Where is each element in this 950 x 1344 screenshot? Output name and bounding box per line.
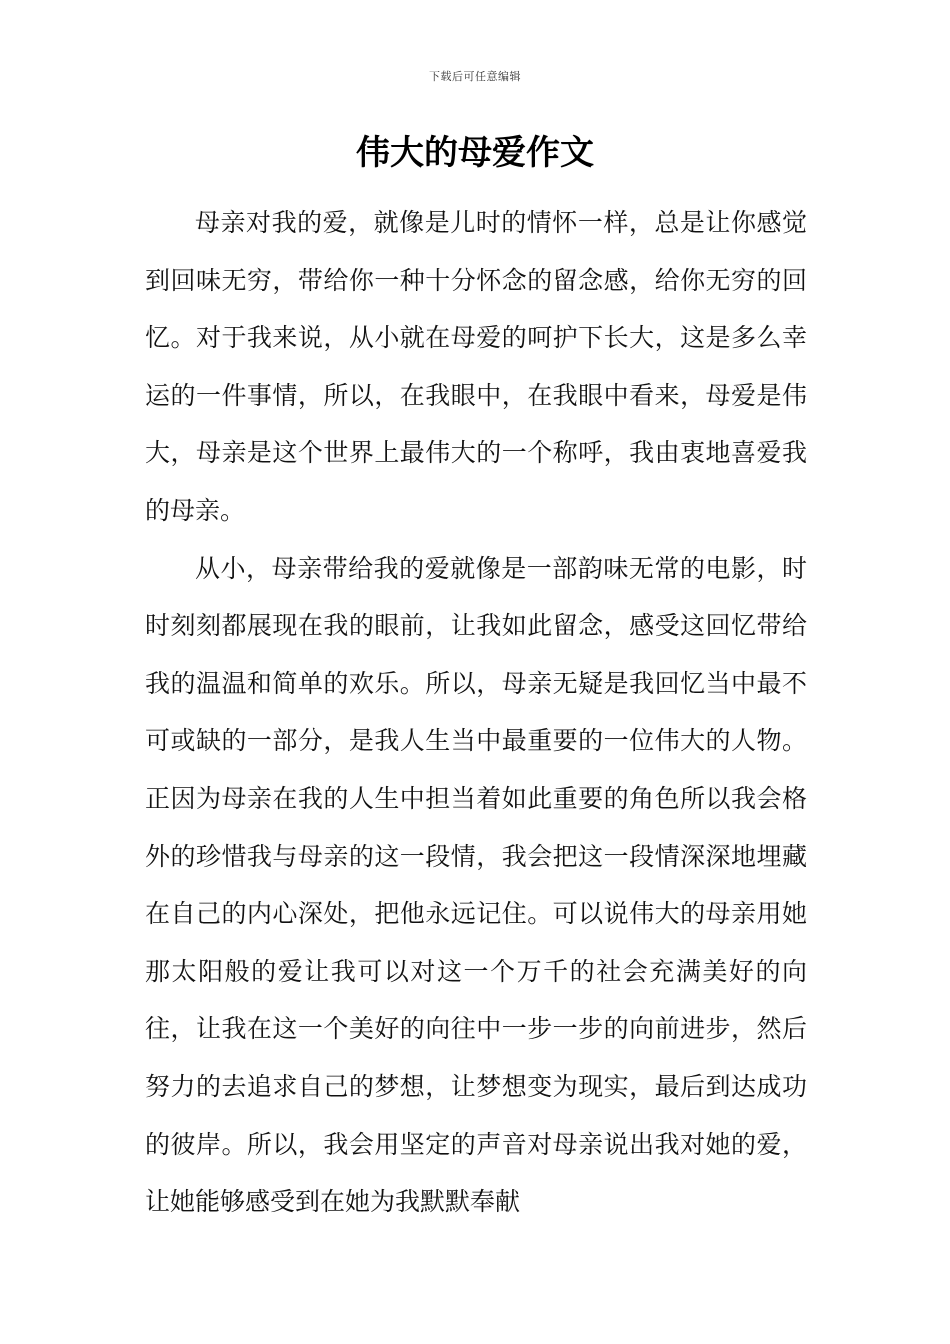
header-note: 下载后可任意编辑: [429, 70, 521, 83]
article-body: [145, 194, 807, 1231]
paragraph-2: 从小，母亲带给我的爱就像是一部韵味无常的电影，时时刻刻都展现在我的眼前，让我如此留念，感受这回忆带给我的温温和简单的欢乐。所以，母亲无疑是我回忆当中最不可或缺的一部分，是我人生当中最重要的一位伟大的人物。正因为母亲在我的人生中担当着如此重要的角色所以我会格外的珍惜我与母亲的这一段情，我会把这一段情深深地埋藏在自己的内心深处，把他永远记住。可以说伟大的母亲用她那太阳般的爱让我可以对这一个万千的社会充满美好的向往，让我在这一个美好的向往中一步一步的向前进步，然后努力的去追求自己的梦想，让梦想变为现实，最后到达成功的彼岸。所以，我会用坚定的声音对母亲说出我对她的爱，让她能够感受到在她为我默默奉献: [145, 553, 807, 1217]
page-title: 伟大的母爱作文: [356, 133, 594, 173]
paragraph-1: 母亲对我的爱，就像是儿时的情怀一样，总是让你感觉到回味无穷，带给你一种十分怀念的留念感，给你无穷的回忆。对于我来说，从小就在母爱的呵护下长大，这是多么幸运的一件事情，所以，在我眼中，在我眼中看来，母爱是伟大，母亲是这个世界上最伟大的一个称呼，我由衷地喜爱我的母亲。: [145, 208, 807, 525]
